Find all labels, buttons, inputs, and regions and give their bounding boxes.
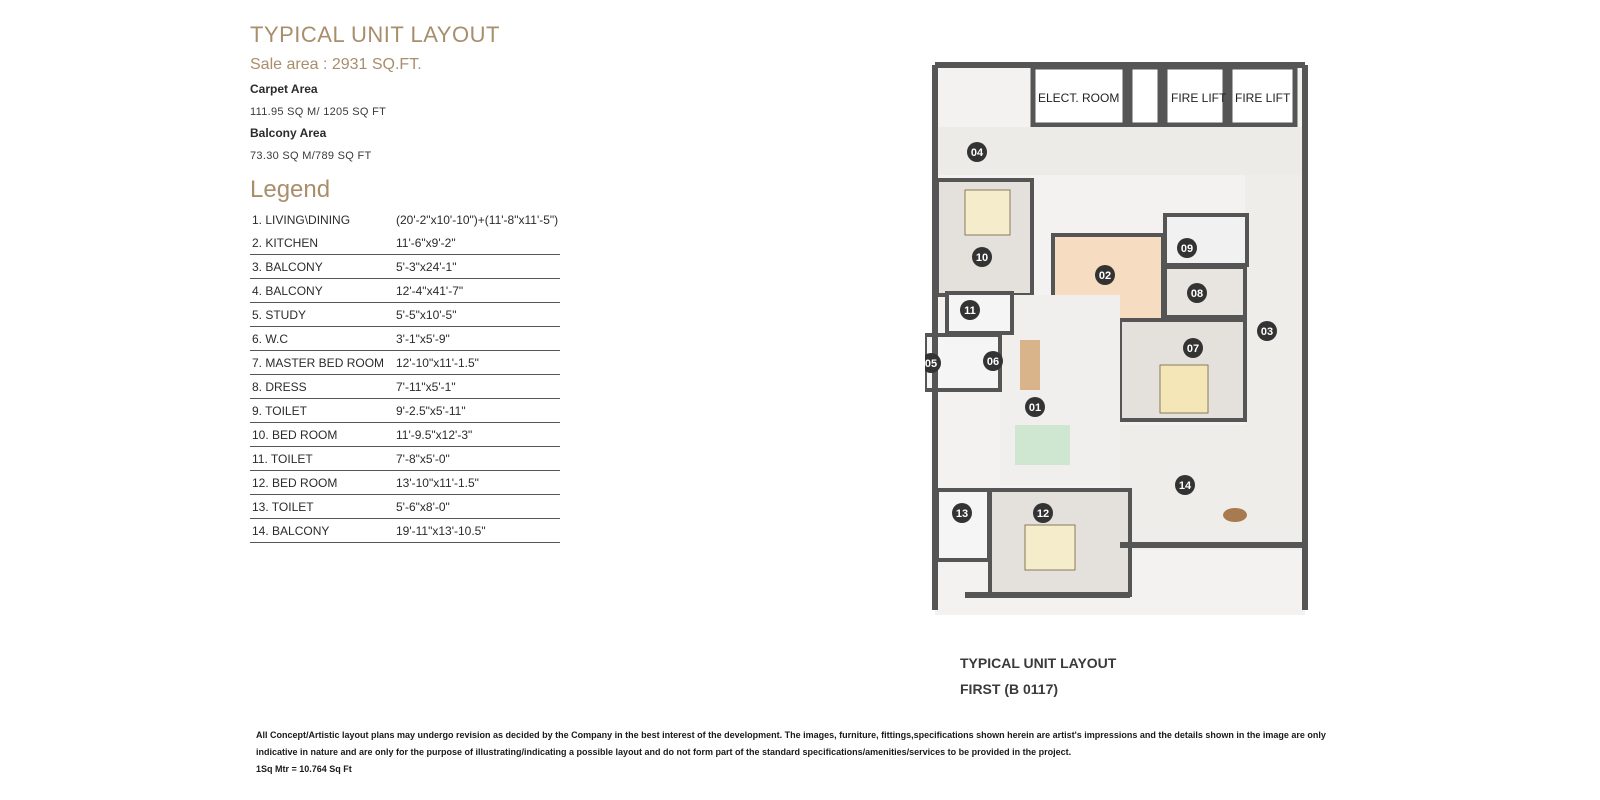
room-marker-10 bbox=[972, 247, 992, 267]
legend-room-dimension: 19'-11"x13'-10.5" bbox=[394, 519, 560, 543]
unit-info-panel bbox=[250, 22, 690, 543]
room-marker-09 bbox=[1177, 238, 1197, 258]
dining-table bbox=[1020, 340, 1040, 390]
disclaimer bbox=[256, 727, 1366, 778]
room-marker-label: 09 bbox=[1180, 243, 1194, 255]
legend-room-name: 4. BALCONY bbox=[250, 279, 394, 303]
page-title: TYPICAL UNIT LAYOUT bbox=[250, 22, 500, 47]
legend-room-dimension: 7'-8"x5'-0" bbox=[394, 447, 560, 471]
legend-row bbox=[250, 231, 560, 255]
legend-room-dimension: 7'-11"x5'-1" bbox=[394, 375, 560, 399]
fire-lift-1-label: FIRE LIFT bbox=[1171, 91, 1227, 105]
legend-row bbox=[250, 399, 560, 423]
bed-12 bbox=[1025, 525, 1075, 570]
room-marker-07 bbox=[1183, 338, 1203, 358]
shaft bbox=[1130, 67, 1160, 125]
balcony-04 bbox=[935, 127, 1305, 175]
floor-plan bbox=[925, 55, 1345, 635]
room-marker-12 bbox=[1033, 503, 1053, 523]
legend-room-dimension: 11'-9.5"x12'-3" bbox=[394, 423, 560, 447]
carpet-area-label: Carpet Area bbox=[250, 82, 318, 96]
legend-room-dimension: 5'-5"x10'-5" bbox=[394, 303, 560, 327]
room-marker-label: 03 bbox=[1260, 326, 1274, 338]
legend-room-name: 6. W.C bbox=[250, 327, 394, 351]
legend-row bbox=[250, 255, 560, 279]
legend-row bbox=[250, 208, 560, 231]
legend-room-name: 12. BED ROOM bbox=[250, 471, 394, 495]
room-marker-11 bbox=[960, 300, 980, 320]
elect-room-label: ELECT. ROOM bbox=[1038, 91, 1120, 105]
legend-row bbox=[250, 351, 560, 375]
room-marker-label: 05 bbox=[925, 358, 938, 370]
room-marker-label: 07 bbox=[1186, 343, 1200, 355]
conversion-note: 1Sq Mtr = 10.764 Sq Ft bbox=[256, 764, 352, 774]
legend-room-name: 7. MASTER BED ROOM bbox=[250, 351, 394, 375]
legend-room-name: 10. BED ROOM bbox=[250, 423, 394, 447]
legend-room-dimension: 12'-4"x41'-7" bbox=[394, 279, 560, 303]
legend-room-dimension: 11'-6"x9'-2" bbox=[394, 231, 560, 255]
legend-room-name: 1. LIVING\DINING bbox=[252, 213, 351, 227]
room-marker-03 bbox=[1257, 321, 1277, 341]
caption-unit: FIRST (B 0117) bbox=[960, 681, 1059, 697]
legend-room-dimension: 3'-1"x5'-9" bbox=[394, 327, 560, 351]
room-marker-01 bbox=[1025, 397, 1045, 417]
legend-room-dimension: (20'-2"x10'-10")+(11'-8"x11'-5") bbox=[396, 213, 559, 227]
room-marker-14 bbox=[1175, 475, 1195, 495]
room-marker-04 bbox=[967, 142, 987, 162]
room-marker-02 bbox=[1095, 265, 1115, 285]
legend-row bbox=[250, 303, 560, 327]
balcony-table bbox=[1223, 508, 1247, 522]
fire-lift-2-label: FIRE LIFT bbox=[1235, 91, 1291, 105]
room-marker-label: 14 bbox=[1178, 480, 1192, 492]
balcony-area-label: Balcony Area bbox=[250, 126, 327, 140]
room-marker-label: 10 bbox=[975, 252, 989, 264]
legend-room-dimension: 12'-10"x11'-1.5" bbox=[394, 351, 560, 375]
room-marker-label: 04 bbox=[970, 147, 984, 159]
plan-caption bbox=[960, 650, 1116, 702]
room-toilet-09 bbox=[1165, 215, 1247, 265]
bed-10 bbox=[965, 190, 1010, 235]
room-marker-label: 06 bbox=[986, 356, 1000, 368]
legend-row bbox=[250, 279, 560, 303]
living-rug bbox=[1015, 425, 1070, 465]
legend-row bbox=[250, 519, 560, 543]
room-toilet-13 bbox=[937, 490, 989, 560]
legend-room-dimension: 9'-2.5"x5'-11" bbox=[394, 399, 560, 423]
carpet-area-value: 111.95 SQ M/ 1205 SQ FT bbox=[250, 106, 387, 118]
sale-area: Sale area : 2931 SQ.FT. bbox=[250, 56, 422, 73]
room-marker-label: 01 bbox=[1028, 402, 1042, 414]
legend-row bbox=[250, 495, 560, 519]
legend-room-name: 3. BALCONY bbox=[250, 255, 394, 279]
legend-room-name: 14. BALCONY bbox=[250, 519, 394, 543]
legend-row bbox=[250, 447, 560, 471]
legend-room-name: 13. TOILET bbox=[250, 495, 394, 519]
disclaimer-text: All Concept/Artistic layout plans may undergo revision as decided by the Company in the best interest of the development. The images, furniture, fittings,specifications shown herein are artist's impressions and the details shown in the image are only indicative in nature and are only for the purpose of illustrating/indicating a possible layout and do not form part of the standard specifications/amenities/services to be provided in the project. bbox=[256, 730, 1326, 757]
legend-room-name: 9. TOILET bbox=[250, 399, 394, 423]
legend-room-name: 2. KITCHEN bbox=[250, 231, 394, 255]
legend-table bbox=[250, 208, 560, 543]
legend-row bbox=[250, 471, 560, 495]
balcony-14 bbox=[1120, 425, 1305, 550]
room-marker-label: 13 bbox=[955, 508, 969, 520]
utility-rooms bbox=[1033, 67, 1295, 125]
room-marker-06 bbox=[983, 351, 1003, 371]
room-marker-13 bbox=[952, 503, 972, 523]
legend-row bbox=[250, 327, 560, 351]
balcony-area-value: 73.30 SQ M/789 SQ FT bbox=[250, 150, 372, 162]
legend-row bbox=[250, 423, 560, 447]
legend-row bbox=[250, 375, 560, 399]
legend-room-name: 5. STUDY bbox=[250, 303, 394, 327]
legend-room-dimension: 13'-10"x11'-1.5" bbox=[394, 471, 560, 495]
room-marker-label: 11 bbox=[964, 305, 976, 317]
room-marker-label: 12 bbox=[1036, 508, 1050, 520]
caption-title: TYPICAL UNIT LAYOUT bbox=[960, 655, 1117, 671]
legend-room-dimension: 5'-3"x24'-1" bbox=[394, 255, 560, 279]
legend-room-name: 11. TOILET bbox=[250, 447, 394, 471]
bed-07 bbox=[1160, 365, 1208, 413]
room-marker-label: 02 bbox=[1098, 270, 1112, 282]
legend-title: Legend bbox=[250, 176, 331, 203]
room-marker-label: 08 bbox=[1190, 288, 1204, 300]
room-marker-08 bbox=[1187, 283, 1207, 303]
legend-room-dimension: 5'-6"x8'-0" bbox=[394, 495, 560, 519]
legend-room-name: 8. DRESS bbox=[250, 375, 394, 399]
